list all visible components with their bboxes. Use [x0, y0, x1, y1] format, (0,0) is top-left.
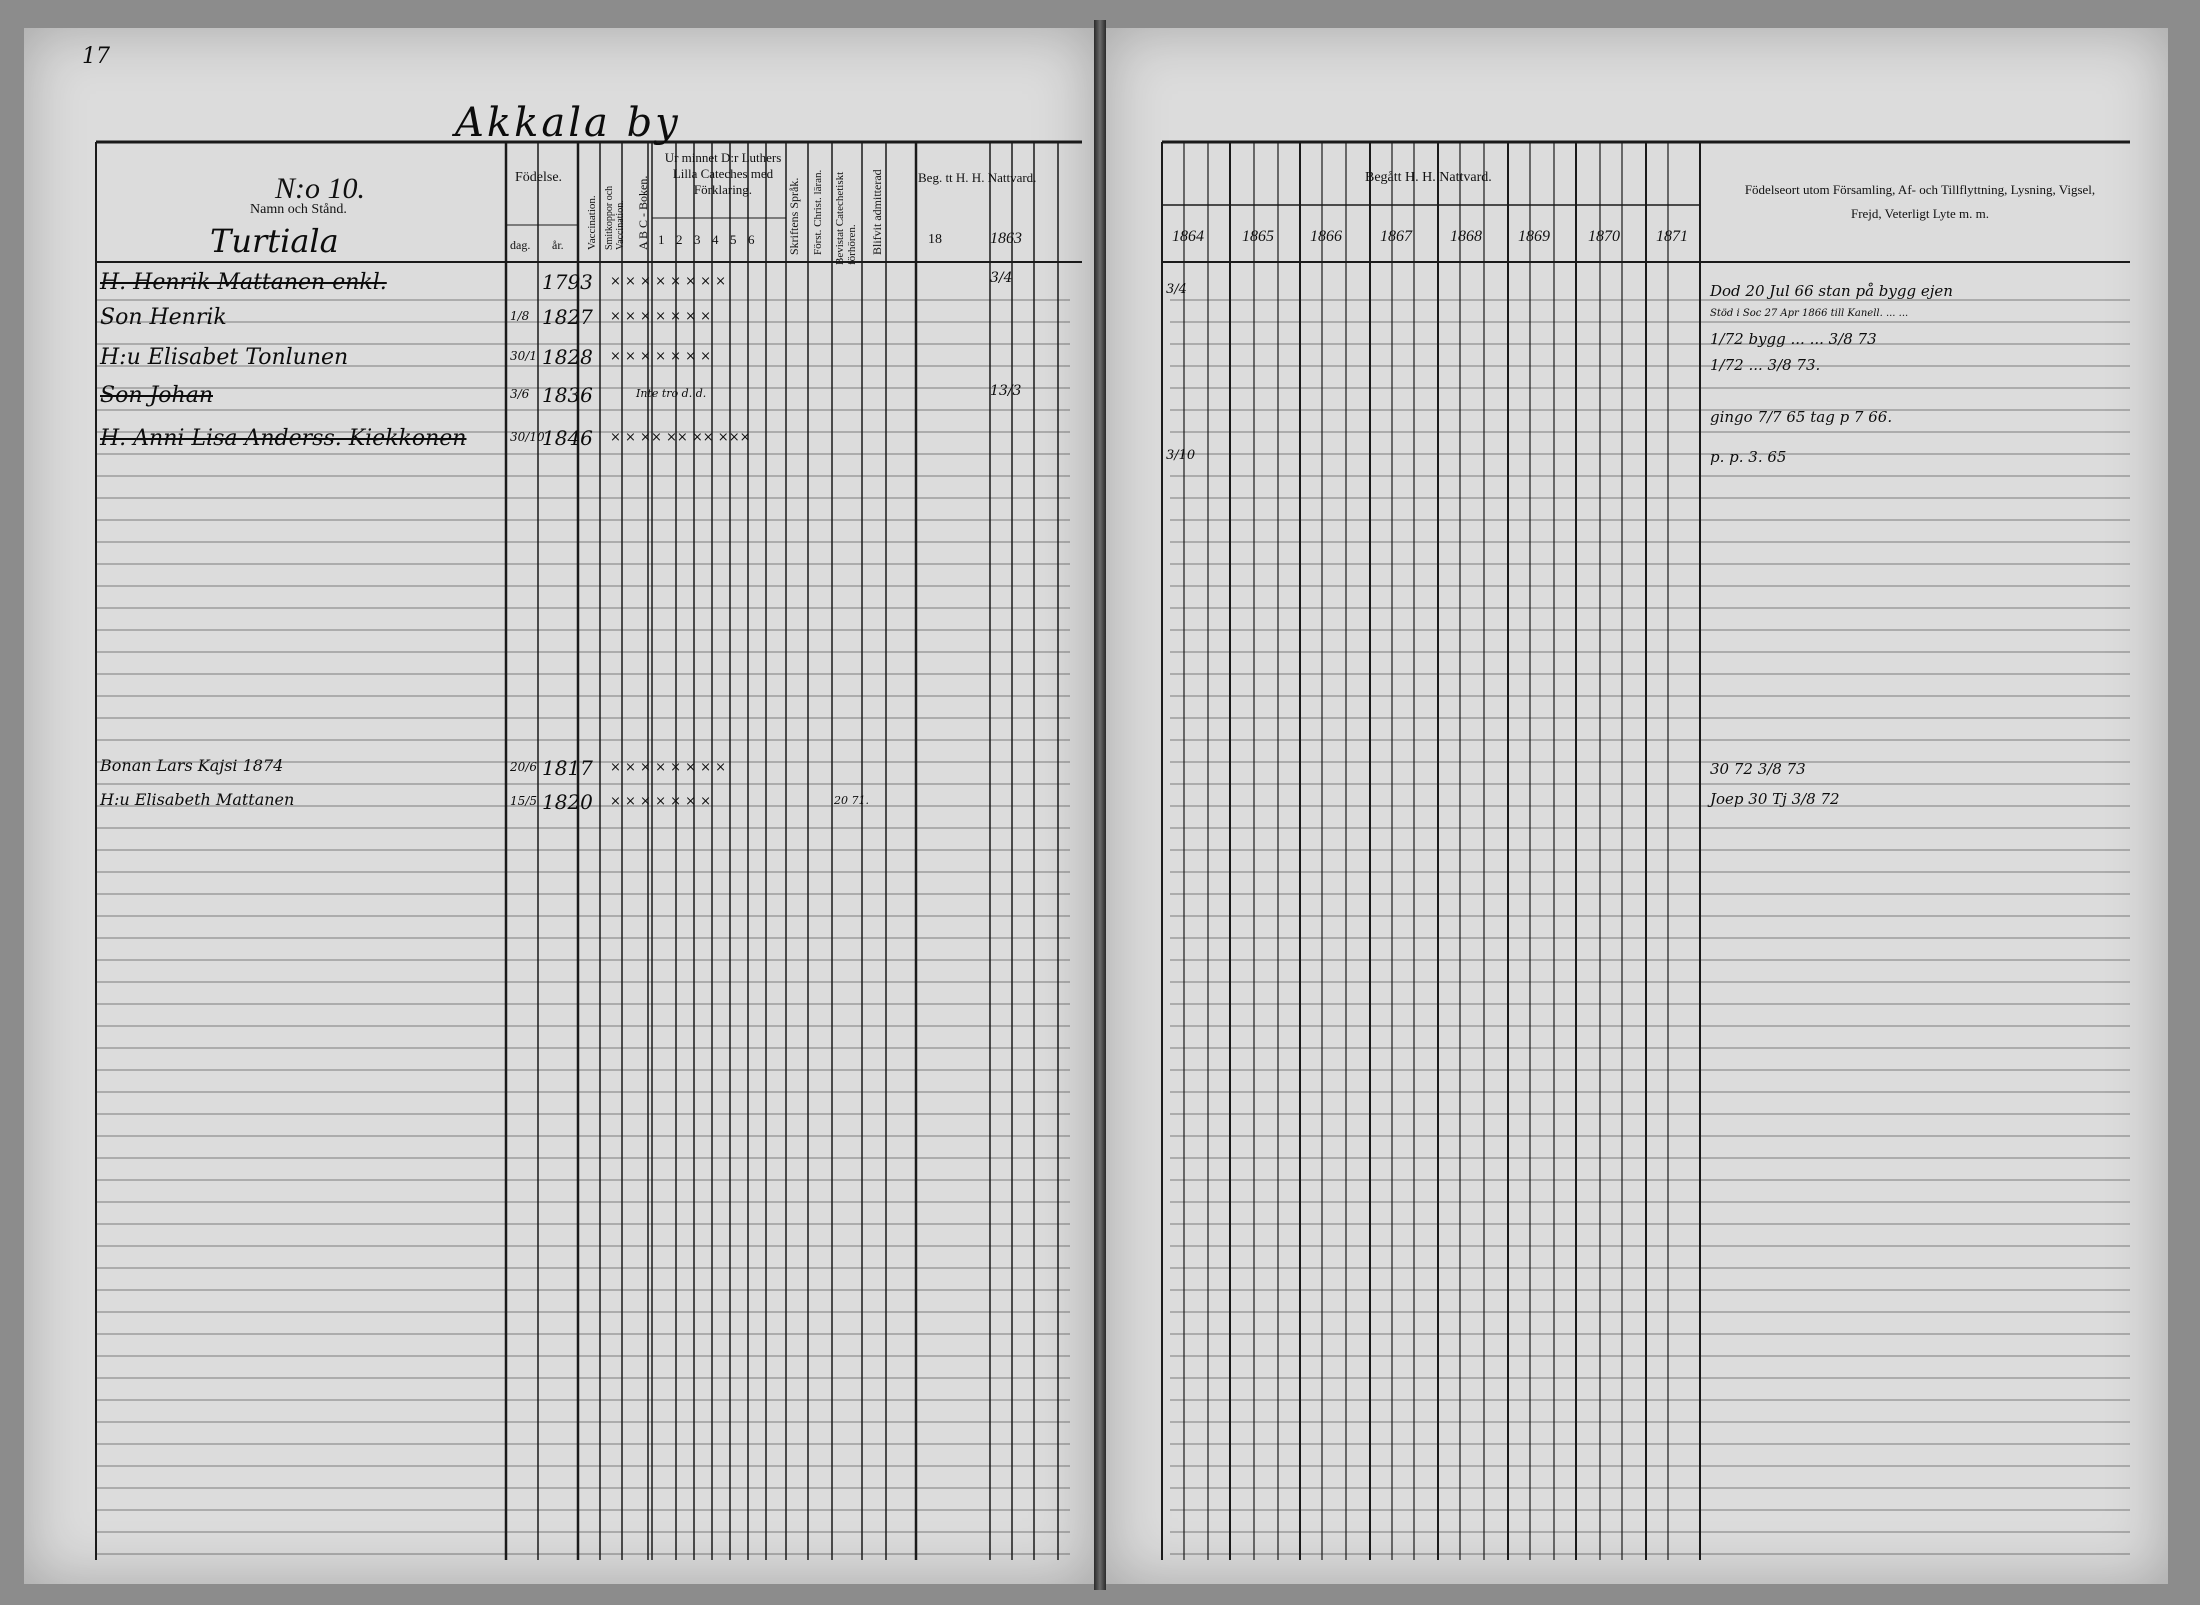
remark-text: 1/72 bygg ... ... 3/8 73 [1710, 330, 1877, 348]
village-title: Akkala by [455, 100, 681, 146]
communion-year: 1868 [1450, 228, 1482, 245]
remarks-header: Födelseort utom Församling, Af- och Tillflyttning, Lysning, Vigsel, Frejd, Veterligt Lyte m. m. [1744, 182, 2096, 221]
communion-year: 1864 [1172, 228, 1204, 245]
birth-year: 1793 [542, 270, 593, 294]
catechism-number: 1 [658, 232, 665, 247]
communion-year: 1866 [1310, 228, 1342, 245]
person-name: Son Henrik [100, 305, 227, 330]
person-name: H:u Elisabeth Mattanen [100, 790, 295, 809]
catechism-number: 2 [676, 232, 683, 247]
catechetical-header: Bevistat Catechetiskt förhören. [834, 171, 858, 265]
communion-mark: 13/3 [990, 383, 1022, 399]
birth-day: 15/5 [510, 794, 537, 808]
catechism-marks: × × × × × × × [610, 349, 712, 364]
person-name: H:u Elisabet Tonlunen [100, 345, 349, 370]
remark-text: p. p. 3. 65 [1710, 448, 1787, 466]
person-name: Son Johan [100, 383, 213, 408]
communion-year: 1869 [1518, 228, 1550, 245]
birth-day-header: dag. [510, 238, 531, 252]
communion-year: 1867 [1380, 228, 1412, 245]
remark-text: 30 72 3/8 73 [1710, 760, 1806, 778]
birth-year-header: år. [552, 238, 564, 252]
birth-header: Födelse. [515, 170, 563, 185]
row-note: Inte tro d. d. [636, 387, 707, 400]
scripture-header: Skriftens Språk. [787, 177, 801, 255]
person-name: H. Henrik Mattanen enkl. [100, 270, 387, 295]
catechism-marks: × × × × × × × × [610, 760, 727, 775]
person-name: Bonan Lars Kajsi 1874 [100, 756, 284, 775]
catechism-number: 6 [748, 232, 755, 247]
catechism-number: 4 [712, 232, 719, 247]
remark-text: Dod 20 Jul 66 stan på bygg ejen [1710, 282, 1953, 300]
birth-year: 1846 [542, 426, 593, 450]
birth-day: 30/10 [510, 430, 545, 444]
remark-text: Stöd i Soc 27 Apr 1866 till Kanell. ... ... [1710, 308, 1909, 319]
household-number: N:o 10. [275, 172, 365, 205]
remark-text: 1/72 ... 3/8 73. [1710, 356, 1821, 374]
catechism-marks: × × × × × × × × [610, 274, 727, 289]
abc-book-header: A B C - Boken. [636, 175, 650, 250]
catechism-number: 3 [694, 232, 701, 247]
remark-text: gingo 7/7 65 tag p 7 66. [1710, 408, 1893, 426]
birth-day: 30/1 [510, 349, 537, 363]
communion-year: 1865 [1242, 228, 1274, 245]
communion-header-left: Beg. tt H. H. Nattvard. [918, 170, 1037, 185]
catechism-marks: × × ×× ×× ×× ××× [610, 430, 751, 445]
communion-year-a: 18 [928, 232, 942, 247]
admitted-header: Blifvit admitterad [870, 169, 884, 255]
christianity-header: Först. Christ. läran. [812, 169, 824, 255]
communion-1864-mark: 3/10 [1166, 448, 1196, 463]
row-note: 20 71. [834, 794, 869, 807]
farm-name: Turtiala [210, 222, 339, 260]
catechism-number: 5 [730, 232, 737, 247]
communion-year: 1871 [1656, 228, 1688, 245]
birth-year: 1827 [542, 305, 593, 329]
communion-year: 1870 [1588, 228, 1620, 245]
person-name: H. Anni Lisa Anderss. Kiekkonen [100, 426, 467, 451]
name-column-header: Namn och Stånd. [250, 202, 347, 217]
birth-year: 1820 [542, 790, 593, 814]
smallpox-header: Smitkoppor och Vaccination. [604, 185, 626, 250]
birth-day: 3/6 [510, 387, 530, 401]
communion-year-b: 1863 [990, 230, 1022, 247]
catechism-marks: × × × × × × × [610, 309, 712, 324]
birth-day: 1/8 [510, 309, 530, 323]
remark-text: Joep 30 Tj 3/8 72 [1710, 790, 1840, 808]
birth-day: 20/6 [510, 760, 537, 774]
birth-year: 1817 [542, 756, 593, 780]
page-number: 17 [82, 44, 110, 69]
catechism-marks: × × × × × × × [610, 794, 712, 809]
catechism-header: Ur minnet D:r Luthers Lilla Cateches med Förklaring. [664, 150, 782, 197]
communion-mark: 3/4 [990, 270, 1013, 286]
birth-year: 1836 [542, 383, 593, 407]
vaccination-header: Vaccination. [586, 195, 598, 250]
communion-1864-mark: 3/4 [1166, 282, 1187, 297]
communion-header-right: Begått H. H. Nattvard. [1365, 170, 1492, 185]
birth-year: 1828 [542, 345, 593, 369]
